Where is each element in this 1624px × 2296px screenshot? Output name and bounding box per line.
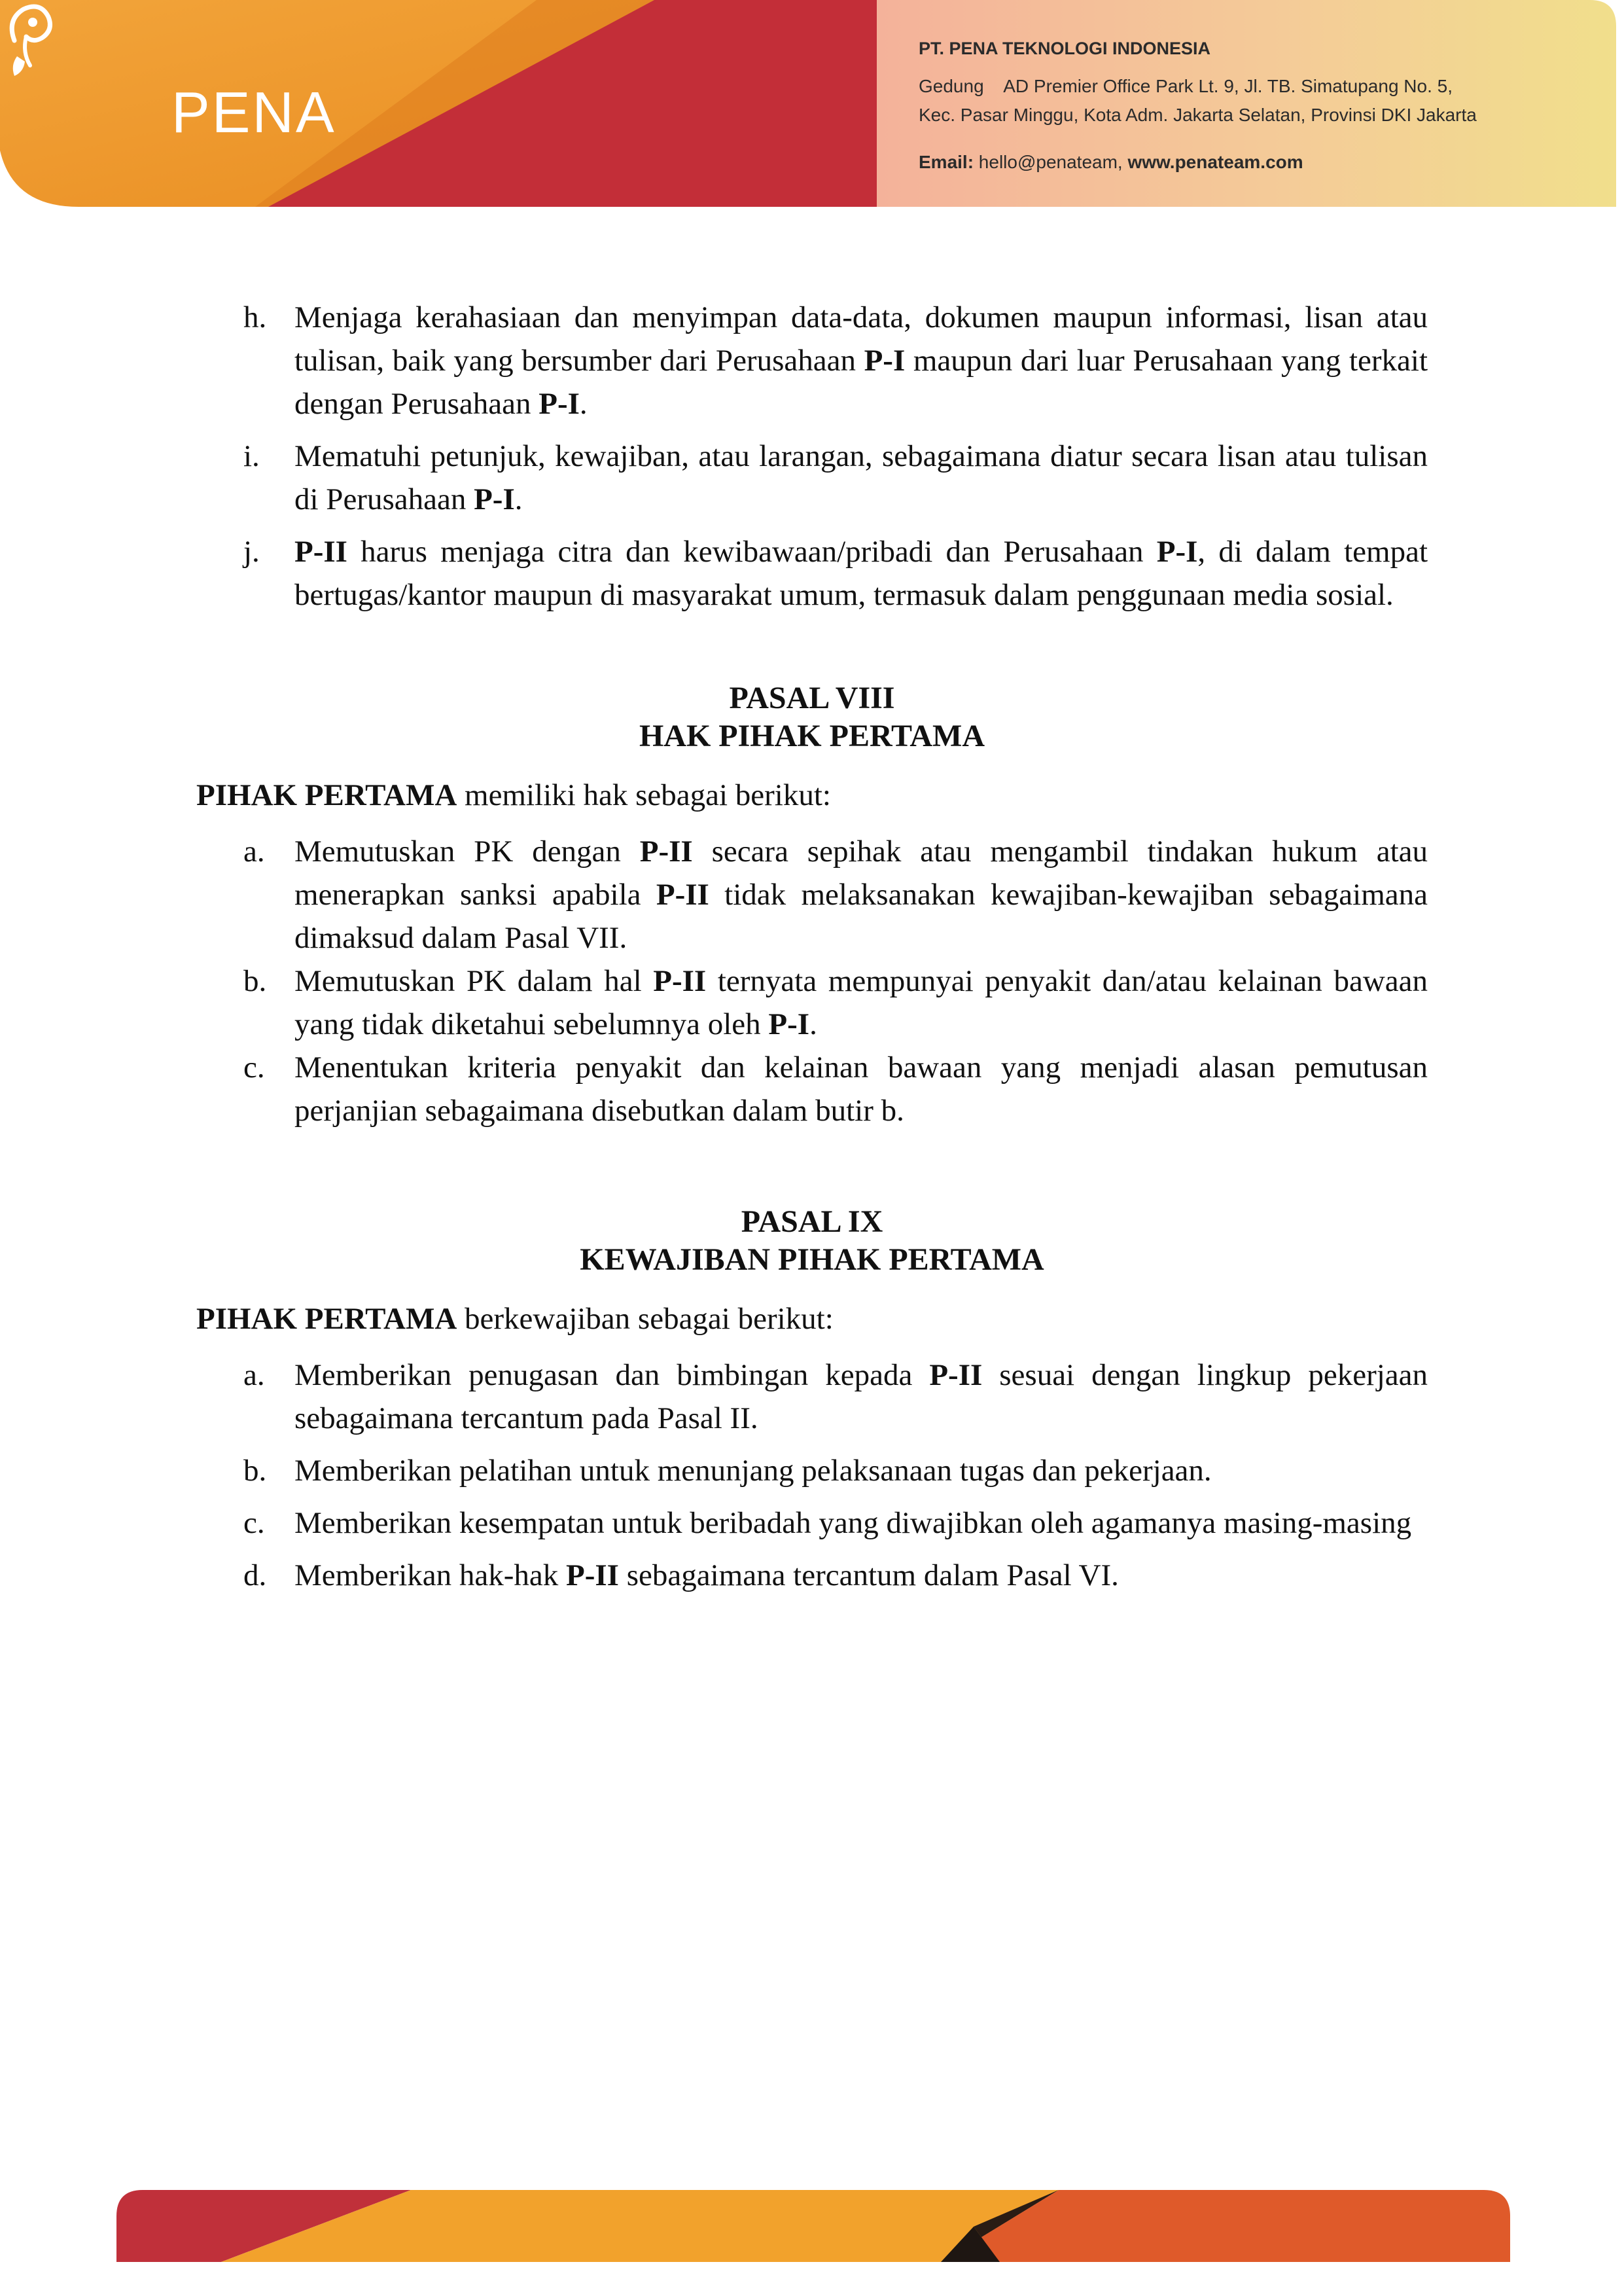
list-item-text: Mematuhi petunjuk, kewajiban, atau larangan, sebagaimana diatur secara lisan atau tulisan di Perusahaan P-I.	[294, 439, 1428, 516]
list-item-text: Memutuskan PK dengan P-II secara sepihak atau mengambil tindakan hukum atau menerapkan sanksi apabila P-II tidak melaksanakan kewajiban-kewajiban sebagaimana dimaksud dalam Pasal VII.	[294, 834, 1428, 955]
list-marker: c.	[243, 1506, 265, 1540]
website-link[interactable]: www.penateam.com	[1127, 152, 1303, 172]
section-title-pasal-8: PASAL VIII	[729, 681, 895, 715]
address-line-2: Kec. Pasar Minggu, Kota Adm. Jakarta Selatan, Provinsi DKI Jakarta	[919, 105, 1477, 125]
list-item-text: Memberikan kesempatan untuk beribadah yang diwajibkan oleh agamanya masing-masing	[294, 1506, 1412, 1540]
list-marker: d.	[243, 1558, 267, 1592]
list-marker: j.	[243, 535, 260, 569]
email-value: hello@penateam,	[974, 152, 1128, 172]
list-item-text: Memberikan penugasan dan bimbingan kepada P-II sesuai dengan lingkup pekerjaan sebagaimana tercantum pada Pasal II.	[294, 1358, 1428, 1435]
list-item-d	[196, 1554, 1428, 1597]
list-item-c	[196, 1046, 1428, 1132]
list-item-text: Menjaga kerahasiaan dan menyimpan data-data, dokumen maupun informasi, lisan atau tulisan, baik yang bersumber dari Perusahaan P-I maupun dari luar Perusahaan yang terkait dengan Perusahaan P-I.	[294, 300, 1428, 421]
letterhead	[0, 0, 1624, 209]
list-item-text: Menentukan kriteria penyakit dan kelainan bawaan yang menjadi alasan pemutusan perjanjian sebagaimana disebutkan dalam butir b.	[294, 1050, 1428, 1128]
list-item-a	[196, 1354, 1428, 1440]
list-marker: b.	[243, 964, 267, 998]
company-name: PT. PENA TEKNOLOGI INDONESIA	[919, 39, 1211, 58]
contact-line	[919, 149, 1612, 175]
pena-logo-icon	[0, 0, 196, 85]
list-item-text: Memberikan pelatihan untuk menunjang pelaksanaan tugas dan pekerjaan.	[294, 1454, 1212, 1488]
list-item-i	[196, 435, 1428, 521]
list-item-c	[196, 1501, 1428, 1545]
list-marker: a.	[243, 1358, 265, 1392]
document-body	[196, 296, 1428, 1597]
logo-text: PENA	[171, 80, 336, 145]
footer-banner	[116, 2190, 1510, 2262]
list-marker: i.	[243, 439, 260, 473]
company-info	[919, 37, 1612, 175]
address-line-1: Gedung AD Premier Office Park Lt. 9, Jl. TB. Simatupang No. 5,	[919, 76, 1453, 96]
list-item-b	[196, 960, 1428, 1046]
list-marker: b.	[243, 1454, 267, 1488]
section-title-pasal-9: PASAL IX	[741, 1204, 883, 1239]
section-subtitle-pasal-8: HAK PIHAK PERTAMA	[639, 719, 985, 753]
list-item-text: Memutuskan PK dalam hal P-II ternyata mempunyai penyakit dan/atau kelainan bawaan yang tidak diketahui sebelumnya oleh P-I.	[294, 964, 1428, 1041]
list-item-h	[196, 296, 1428, 425]
email-label: Email:	[919, 152, 974, 172]
list-marker: c.	[243, 1050, 265, 1085]
list-item-a	[196, 830, 1428, 960]
list-item-text: Memberikan hak-hak P-II sebagaimana tercantum dalam Pasal VI.	[294, 1558, 1119, 1592]
section-intro-pasal-8: PIHAK PERTAMA memiliki hak sebagai berikut:	[196, 778, 831, 812]
section-intro-pasal-9: PIHAK PERTAMA berkewajiban sebagai berikut:	[196, 1302, 834, 1336]
list-marker: a.	[243, 834, 265, 869]
section-subtitle-pasal-9: KEWAJIBAN PIHAK PERTAMA	[580, 1242, 1044, 1277]
list-item-text: P-II harus menjaga citra dan kewibawaan/pribadi dan Perusahaan P-I, di dalam tempat bertugas/kantor maupun di masyarakat umum, termasuk dalam penggunaan media sosial.	[294, 535, 1428, 612]
list-item-b	[196, 1449, 1428, 1492]
list-marker: h.	[243, 300, 267, 334]
list-item-j	[196, 530, 1428, 617]
